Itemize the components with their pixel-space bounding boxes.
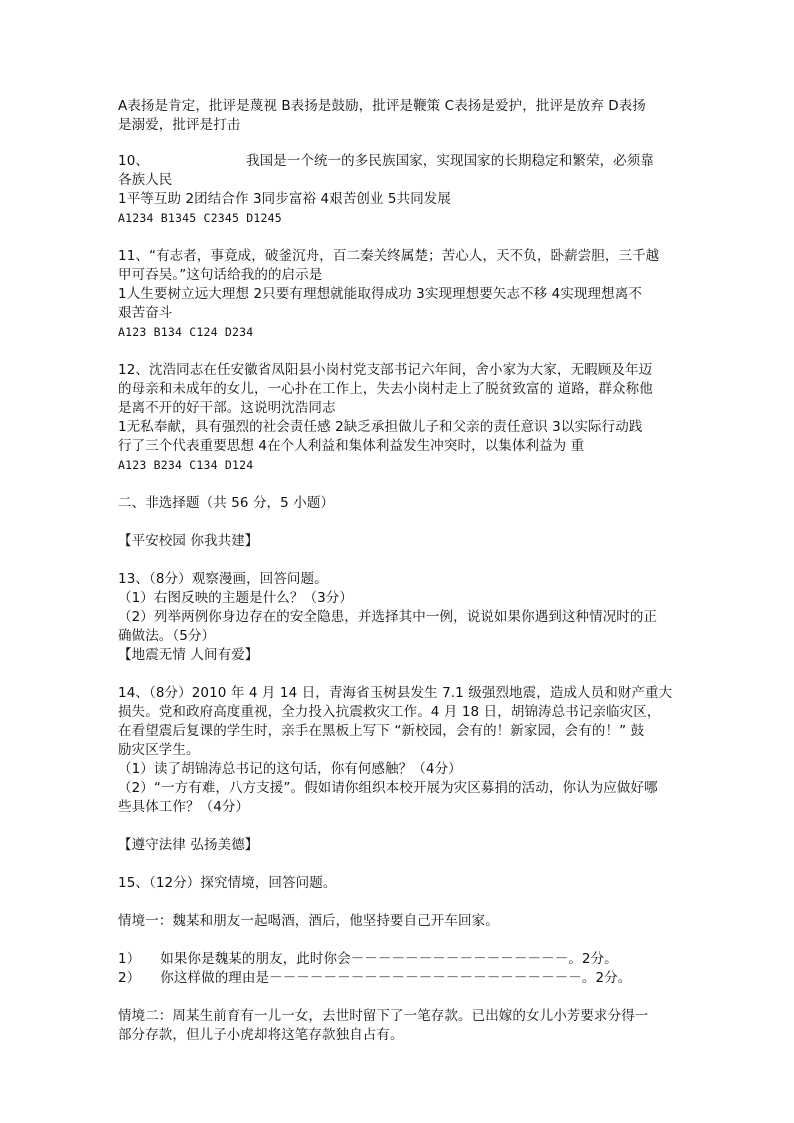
q10-stem-text: 我国是一个统一的多民族国家，实现国家的长期稳定和繁荣，必须靠 [245, 153, 654, 169]
q14-heading: 【地震无情 人间有爱】 [118, 647, 259, 663]
q15-stem: 15、（12分）探究情境，回答问题。 [118, 875, 337, 891]
q14-part-1: （1）读了胡锦涛总书记的这句话，你有何感触？（4分） [118, 761, 462, 777]
q12-choices-line-2: 行了三个代表重要思想 4在个人利益和集体利益发生冲突时，以集体利益为 重 [118, 438, 585, 454]
q12-answer-options: A123 B234 C134 D124 [118, 458, 254, 472]
q15-sub-1-number: 1） [118, 951, 141, 967]
q10-choices: 1平等互助 2团结合作 3同步富裕 4艰苦创业 5共同发展 [118, 191, 452, 207]
q9-options-line-1: A表扬是肯定，批评是蔑视 B表扬是鼓励，批评是鞭策 C表扬是爱护，批评是放弃 D表扬 [118, 98, 646, 114]
q14-stem-line-1: 14、（8分）2010 年 4 月 14 日，青海省玉树县发生 7.1 级强烈地震，造成人员和财产重大 [118, 685, 673, 701]
q12-stem-line-1: 12、沈浩同志在任安徽省凤阳县小岗村党支部书记六年间，舍小家为大家，无暇顾及年迈 [118, 362, 653, 378]
q9-options-line-2: 是溺爱，批评是打击 [118, 117, 241, 133]
q10-stem-line-2: 各族人民 [118, 172, 173, 188]
q11-stem-line-1: 11、“有志者，事竟成，破釜沉舟，百二秦关终属楚；苦心人，天不负，卧薪尝胆，三千越 [118, 248, 660, 264]
q15-sub-question-1 [118, 950, 678, 969]
q14-part-2-line-2: 些具体工作？（4分） [118, 799, 250, 815]
q15-heading: 【遵守法律 弘扬美德】 [118, 837, 259, 853]
q15-sub-2-text: 你这样做的理由是－－－－－－－－－－－－－－－－－－－－－－－。2分。 [160, 970, 632, 986]
q12-choices-line-1: 1无私奉献，具有强烈的社会责任感 2缺乏承担做儿子和父亲的责任意识 3以实际行动践 [118, 419, 643, 435]
q13-part-2-line-2: 确做法。（5分） [118, 628, 216, 644]
q15-scene-2-line-1: 情境二：周某生前育有一儿一女，去世时留下了一笔存款。已出嫁的女儿小芳要求分得一 [118, 1008, 649, 1024]
q15-sub-2-number: 2） [118, 970, 141, 986]
q13-part-1: （1）右图反映的主题是什么？（3分） [118, 590, 353, 606]
q13-stem: 13、（8分）观察漫画，回答问题。 [118, 571, 328, 587]
q15-sub-1-text: 如果你是魏某的朋友，此时你会－－－－－－－－－－－－－－－－。2分。 [160, 951, 618, 967]
q14-stem-line-3: 在看望震后复课的学生时，亲手在黑板上写下 “新校园，会有的！新家园，会有的！” 鼓 [118, 723, 645, 739]
q15-scene-1: 情境一：魏某和朋友一起喝酒，酒后，他坚持要自己开车回家。 [118, 913, 499, 929]
q14-stem-line-2: 损失。党和政府高度重视，全力投入抗震救灾工作。4 月 18 日，胡锦涛总书记亲临灾区， [118, 704, 661, 720]
q12-stem-line-3: 是离不开的好干部。这说明沈浩同志 [118, 400, 336, 416]
q13-part-2-line-1: （2）列举两例你身边存在的安全隐患，并选择其中一例，说说如果你遇到这种情况时的正 [118, 609, 658, 625]
exam-page [118, 97, 678, 1045]
q11-stem-line-2: 甲可吞吴。”这句话给我的的启示是 [118, 267, 323, 283]
q10-stem-line-1 [118, 152, 678, 171]
q11-choices-line-2: 艰苦奋斗 [118, 305, 173, 321]
q15-sub-question-2 [118, 969, 678, 988]
q10-answer-options: A1234 B1345 C2345 D1245 [118, 211, 282, 225]
q12-stem-line-2: 的母亲和未成年的女儿，一心扑在工作上，失去小岗村走上了脱贫致富的 道路，群众称他 [118, 381, 653, 397]
q13-heading: 【平安校园 你我共建】 [118, 533, 259, 549]
q10-number: 10、 [118, 153, 149, 169]
q11-answer-options: A123 B134 C124 D234 [118, 325, 254, 339]
q14-stem-line-4: 励灾区学生。 [118, 742, 200, 758]
q11-choices-line-1: 1人生要树立远大理想 2只要有理想就能取得成功 3实现理想要矢志不移 4实现理想离不 [118, 286, 642, 302]
section-2-title: 二、非选择题（共 56 分，5 小题） [118, 495, 335, 511]
q15-scene-2-line-2: 部分存款，但儿子小虎却将这笔存款独自占有。 [118, 1027, 404, 1043]
q14-part-2-line-1: （2）“一方有难，八方支援”。假如请你组织本校开展为灾区募捐的活动，你认为应做好哪 [118, 780, 658, 796]
